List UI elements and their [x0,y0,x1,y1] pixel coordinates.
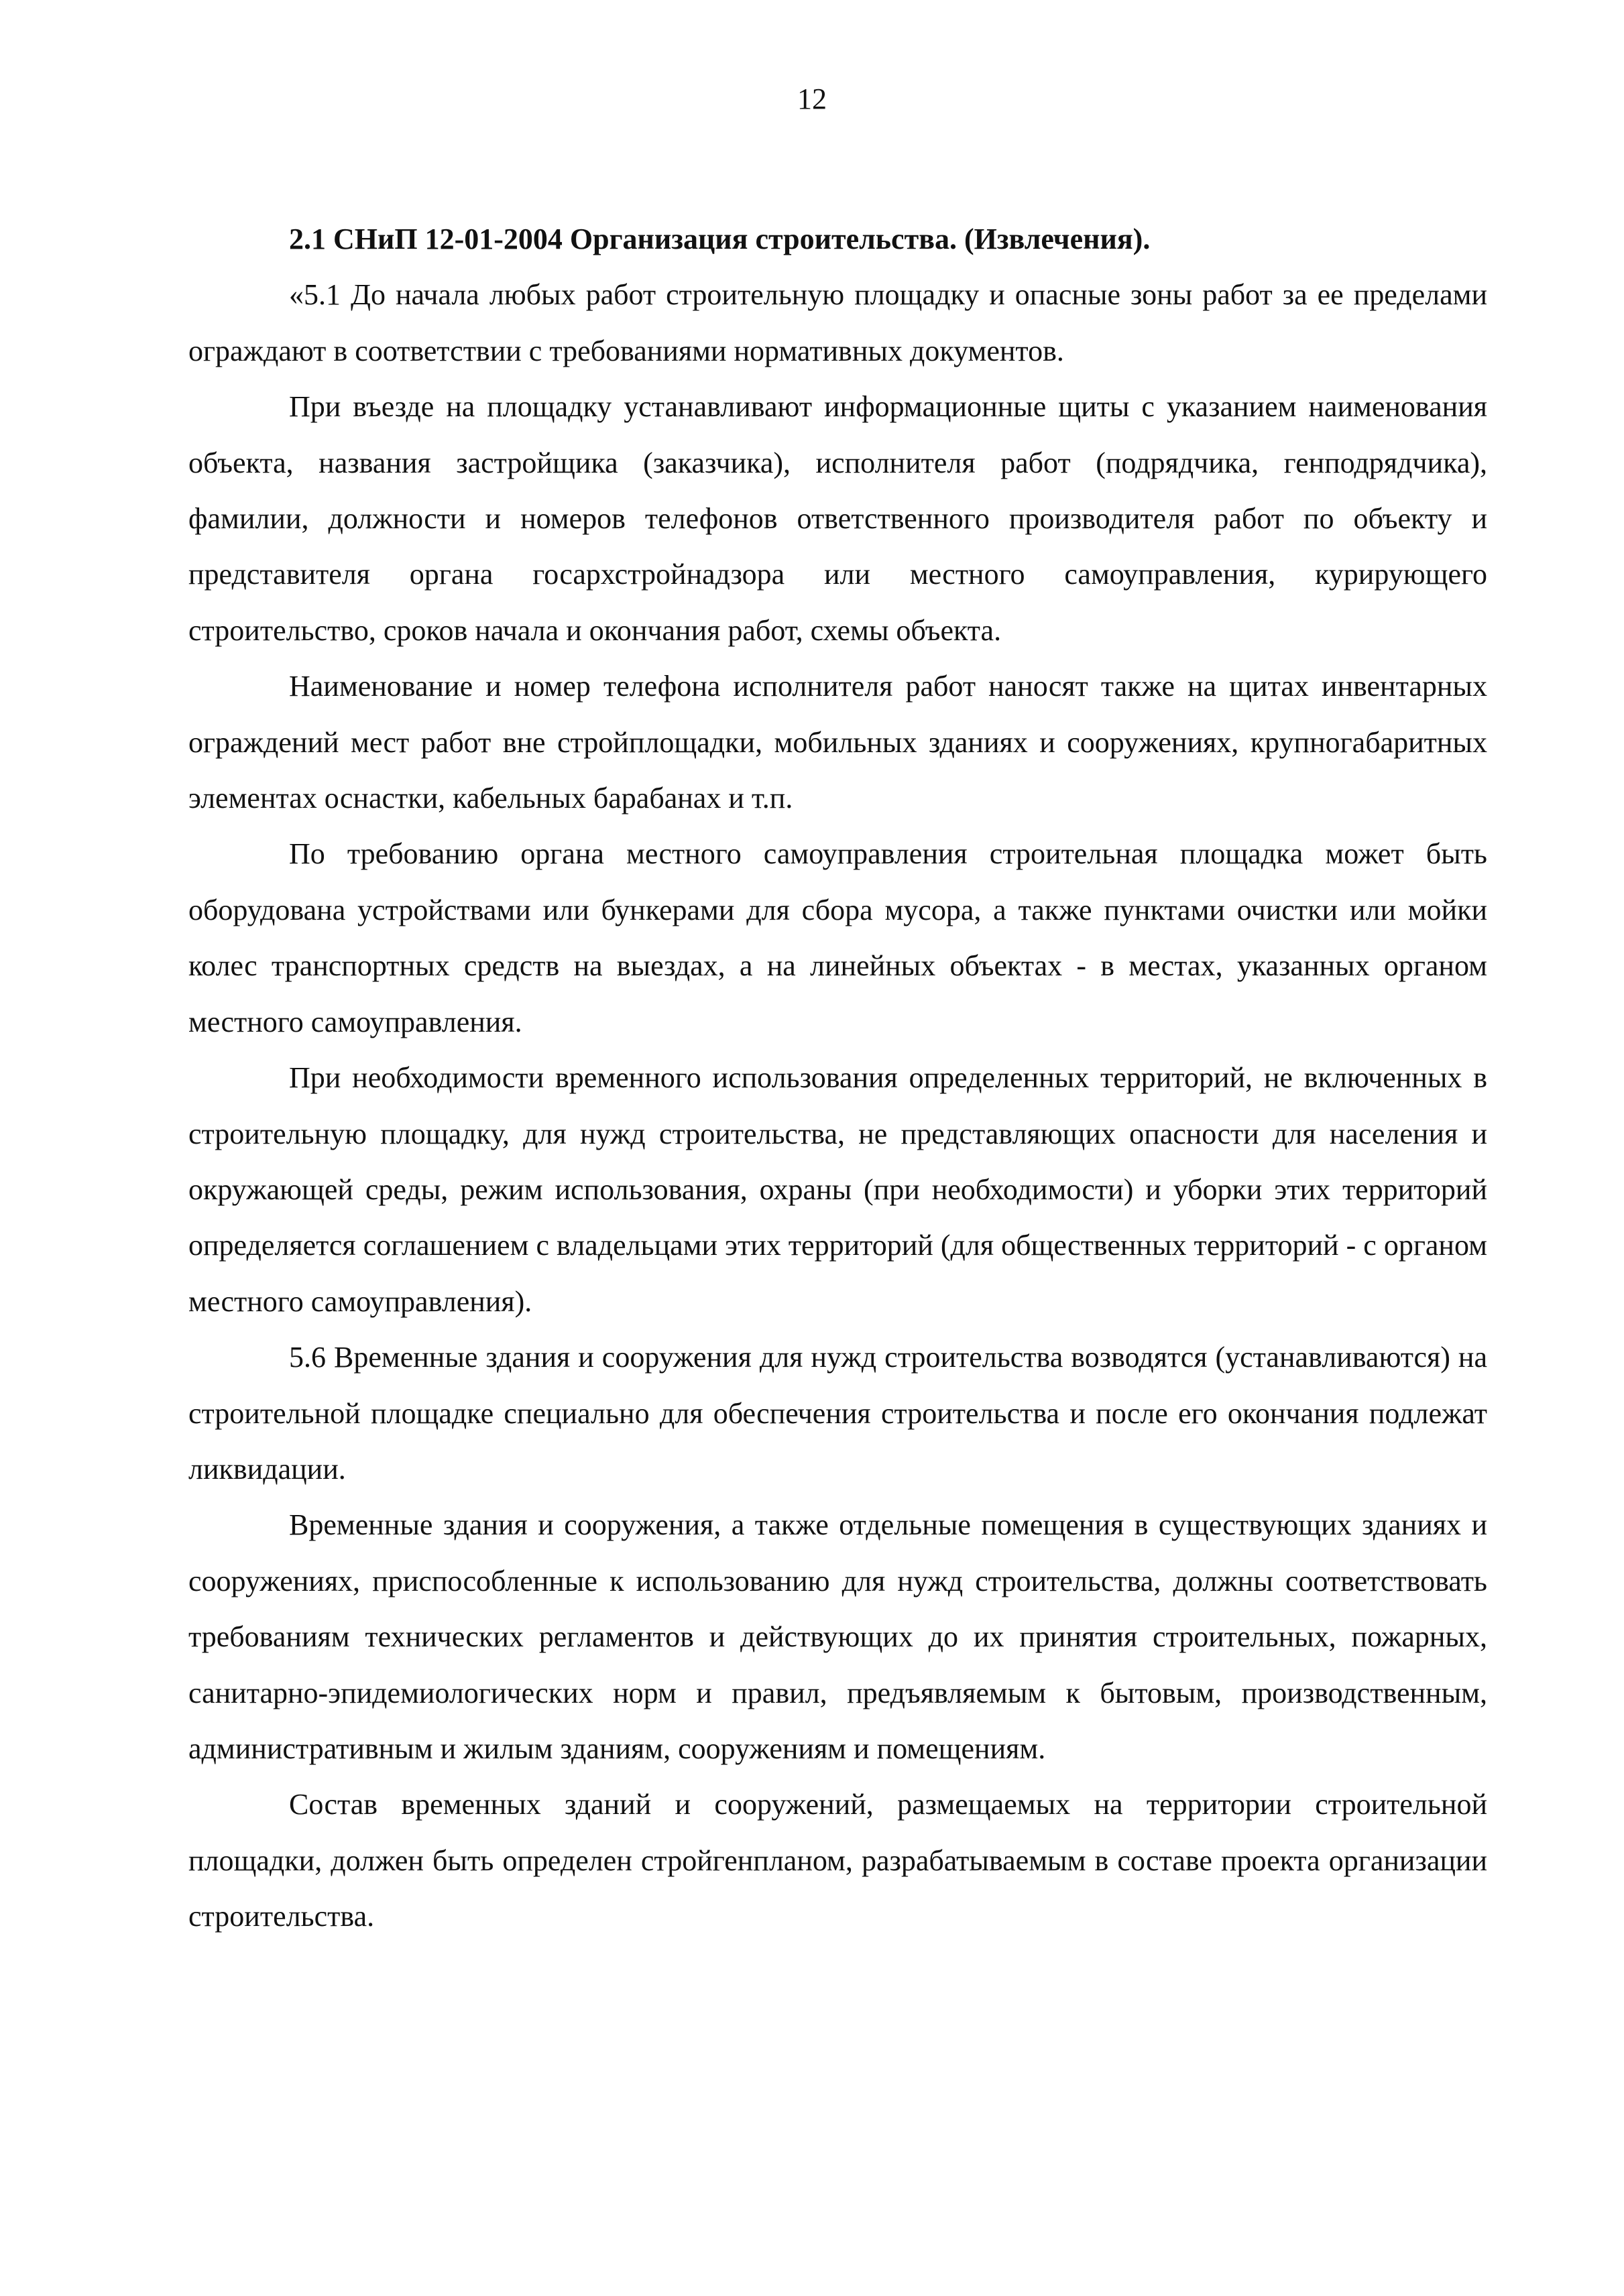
paragraph-temporary-buildings-composition: Состав временных зданий и сооружений, размещаемых на территории строительной площадки, должен быть определен стройгенпланом, разрабатываемым в составе проекта организации строительства. [188,1788,1487,1933]
paragraph-temporary-territories: При необходимости временного использования определенных территорий, не включенных в строительную площадку, для нужд строительства, не представляющих опасности для населения и окружающей среды, режим использования, охраны (при необходимости) и уборки этих территорий определяется соглашением с владельцами этих территорий (для общественных территорий - с органом местного самоуправления). [188,1061,1487,1318]
paragraph-contractor-name: Наименование и номер телефона исполнителя работ наносят также на щитах инвентарных ограждений мест работ вне стройплощадки, мобильных зданиях и сооружениях, крупногабаритных элементах оснастки, кабельных барабанах и т.п. [188,670,1487,815]
paragraph-temporary-buildings-requirements: Временные здания и сооружения, а также отдельные помещения в существующих зданиях и сооружениях, приспособленные к использованию для нужд строительства, должны соответствовать требованиям технических регламентов и действующих до их принятия строительных, пожарных, санитарно-эпидемиологических норм и правил, предъявляемым к бытовым, производственным, административным и жилым зданиям, сооружениям и помещениям. [188,1508,1487,1765]
paragraph-info-boards: При въезде на площадку устанавливают информационные щиты с указанием наименования объекта, названия застройщика (заказчика), исполнителя работ (подрядчика, генподрядчика), фамилии, должности и номеров телефонов ответственного производителя работ по объекту и представителя органа госархстройнадзора или местного самоуправления, курирующего строительство, сроков начала и окончания работ, схемы объекта. [188,390,1487,647]
document-body [188,211,1487,1945]
paragraph-5-1: «5.1 До начала любых работ строительную площадку и опасные зоны работ за ее пределами ограждают в соответствии с требованиями нормативных документов. [188,278,1487,367]
paragraph-5-6: 5.6 Временные здания и сооружения для нужд строительства возводятся (устанавливаются) на строительной площадке специально для обеспечения строительства и после его окончания подлежат ликвидации. [188,1341,1487,1486]
section-heading: 2.1 СНиП 12-01-2004 Организация строительства. (Извлечения). [289,223,1151,255]
page-number: 12 [797,82,827,115]
paragraph-waste-bunkers: По требованию органа местного самоуправления строительная площадка может быть оборудована устройствами или бункерами для сбора мусора, а также пунктами очистки или мойки колес транспортных средств на выездах, а на линейных объектах - в местах, указанных органом местного самоуправления. [188,837,1487,1038]
